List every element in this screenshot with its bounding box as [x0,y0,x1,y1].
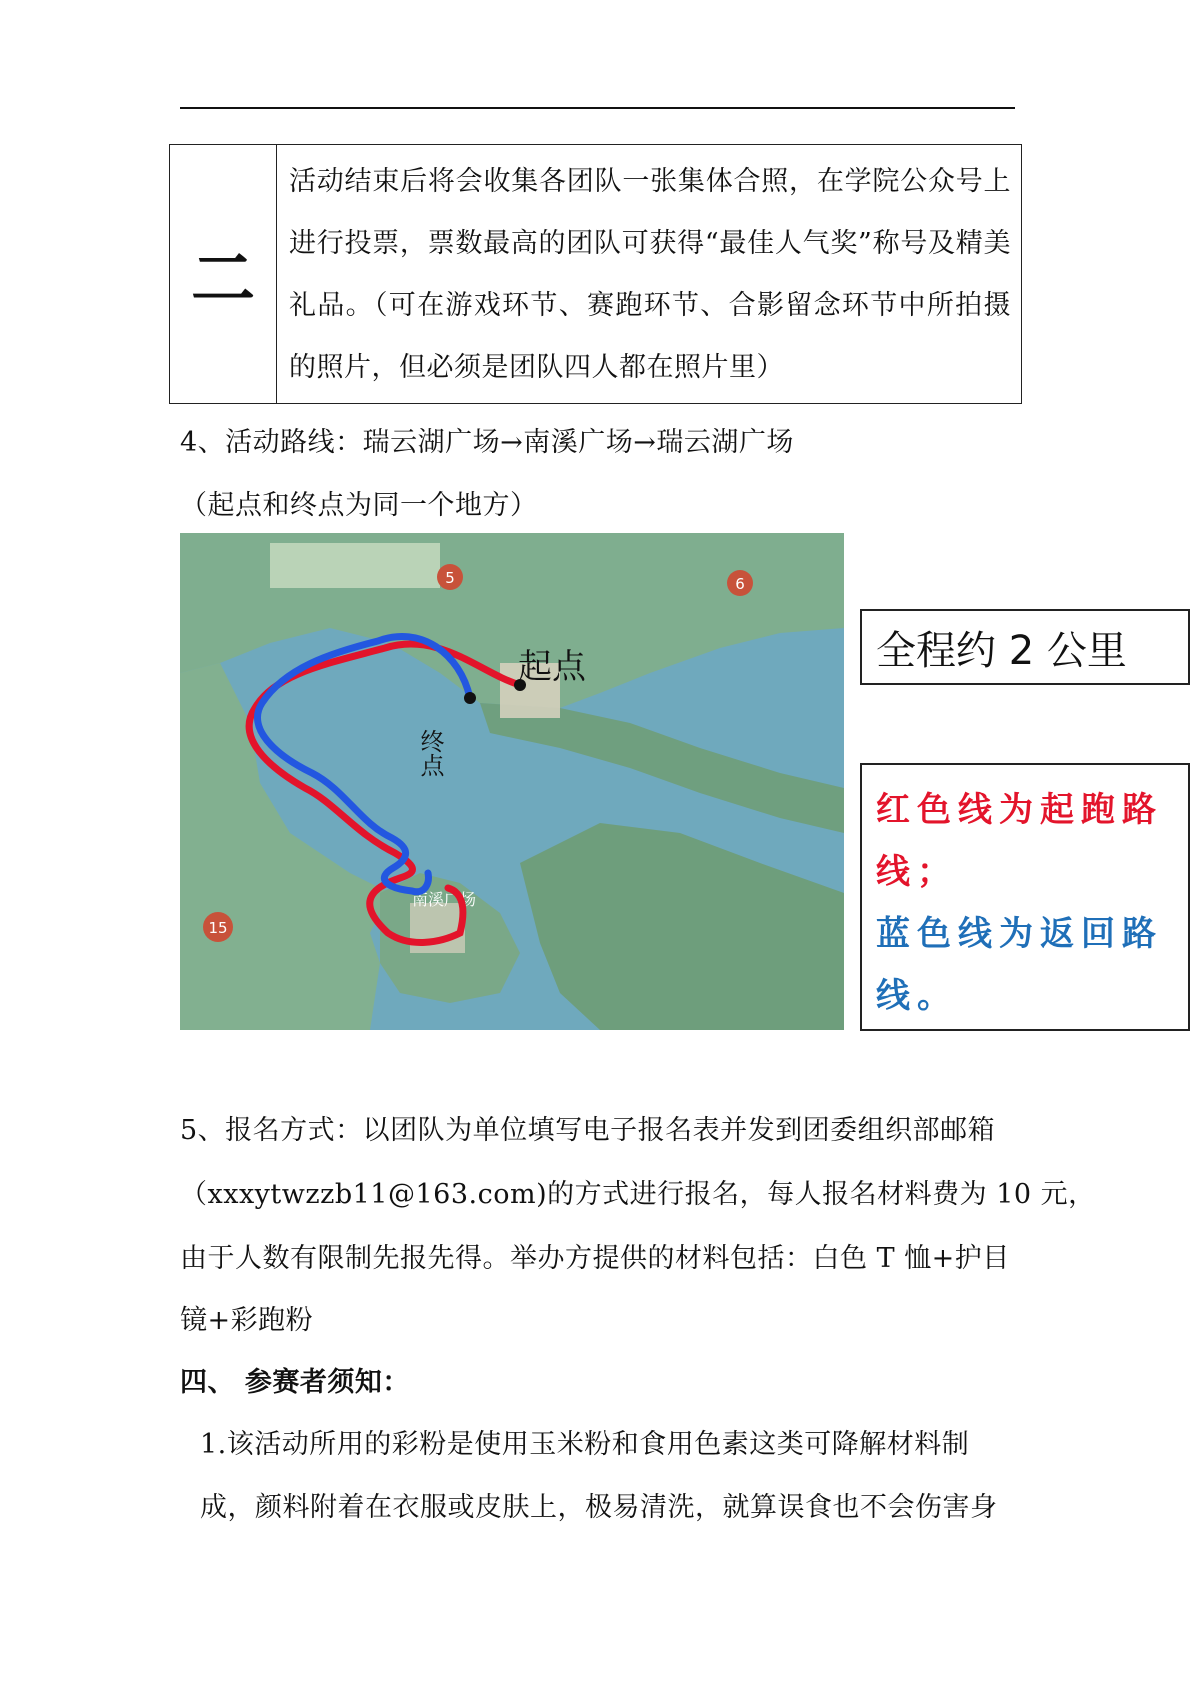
award-description: 活动结束后将会收集各团队一张集体合照，在学院公众号上进行投票，票数最高的团队可获得“最佳人气奖”称号及精美礼品。（可在游戏环节、赛跑环节、合影留念环节中所拍摄的照片，但必须是团队四人都在照片里） [289,166,1011,383]
legend-box [860,763,1190,1031]
route-note: （起点和终点为同一个地方） [180,490,538,521]
distance-box [860,609,1190,685]
start-label: 起点 [518,647,586,687]
distance-text: 全程约 2 公里 [876,627,1127,674]
registration-line-2: （xxxytwzzb11@163.com)的方式进行报名，每人报名材料费为 10 元， [180,1179,1096,1210]
header-rule [180,107,1015,109]
svg-text:5: 5 [445,569,455,587]
section4-title: 四、 参赛者须知： [180,1367,410,1398]
end-label: 终点 [416,729,444,777]
section4-item1-line2: 成，颜料附着在衣服或皮肤上，极易清洗，就算误食也不会伤害身 [200,1492,998,1523]
end-point [464,692,476,704]
route-map [180,533,844,1030]
legend-red-text: 红色线为起跑路线； [876,790,1163,892]
award-table [169,144,1022,404]
area-label: 南溪广场 [412,890,477,909]
svg-text:6: 6 [735,575,745,593]
rank-cell: 二 [170,145,277,403]
route-line: 4、活动路线：瑞云湖广场→南溪广场→瑞云湖广场 [180,427,794,458]
registration-line-1: 5、报名方式：以团队为单位填写电子报名表并发到团委组织部邮箱 [180,1115,996,1146]
registration-line-4: 镜+彩跑粉 [180,1305,314,1336]
route-map-image [180,533,844,1030]
registration-line-3: 由于人数有限制先报先得。举办方提供的材料包括：白色 T 恤+护目 [180,1243,1010,1274]
legend-blue-text: 蓝色线为返回路线。 [876,914,1163,1016]
section4-item1-line1: 1.该活动所用的彩粉是使用玉米粉和食用色素这类可降解材料制 [200,1429,970,1460]
svg-text:15: 15 [208,919,228,937]
